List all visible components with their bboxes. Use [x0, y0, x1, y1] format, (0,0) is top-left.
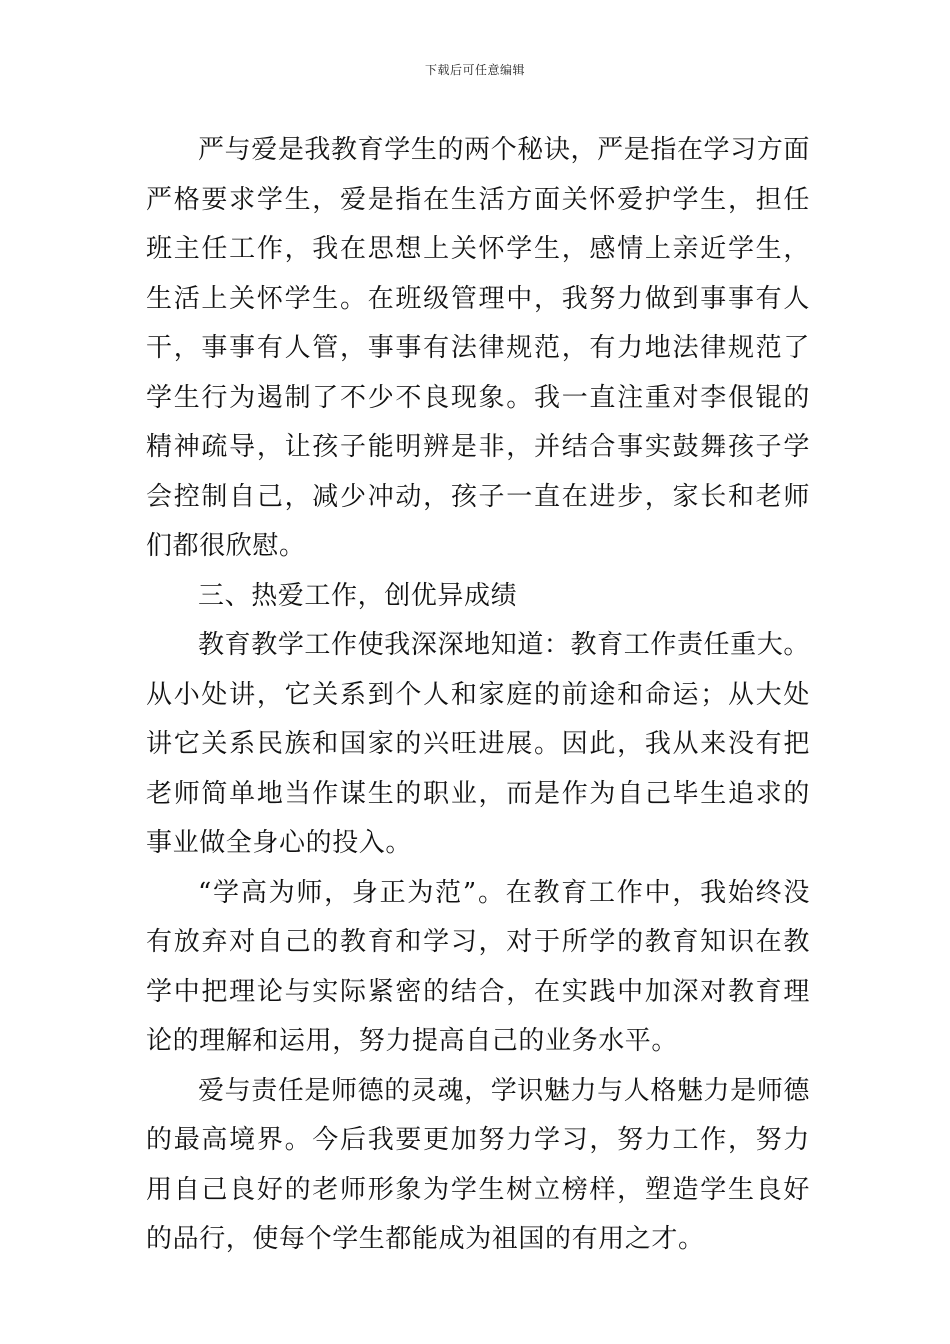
paragraph-responsibility: 教育教学工作使我深深地知道：教育工作责任重大。从小处讲，它关系到个人和家庭的前途和命运；从大处讲它关系民族和国家的兴旺进展。因此，我从来没有把老师简单地当作谋生的职业，而是作为自己毕生追求的事业做全身心的投入。 — [146, 630, 810, 858]
paragraph-strict-and-love: 严与爱是我教育学生的两个秘诀，严是指在学习方面严格要求学生，爱是指在生活方面关怀爱护学生，担任班主任工作，我在思想上关怀学生，感情上亲近学生，生活上关怀学生。在班级管理中，我努力做到事事有人干，事事有人管，事事有法律规范，有力地法律规范了学生行为遏制了不少不良现象。我一直注重对李佷锟的精神疏导，让孩子能明辨是非，并结合事实鼓舞孩子学会控制自己，减少冲动，孩子一直在进步，家长和老师们都很欣慰。 — [146, 135, 810, 561]
page-header: 下载后可任意编辑 — [424, 63, 525, 77]
section-heading: 三、热爱工作，创优异成绩 — [198, 580, 518, 611]
document-body — [146, 126, 810, 1265]
paragraph-learning: “学高为师，身正为范”。在教育工作中，我始终没有放弃对自己的教育和学习，对于所学的教育知识在教学中把理论与实际紧密的结合，在实践中加深对教育理论的理解和运用，努力提高自己的业务水平。 — [146, 877, 810, 1056]
paragraph-ethics: 爱与责任是师德的灵魂，学识魅力与人格魅力是师德的最高境界。今后我要更加努力学习，努力工作，努力用自己良好的老师形象为学生树立榜样，塑造学生良好的品行，使每个学生都能成为祖国的有用之才。 — [146, 1075, 810, 1254]
